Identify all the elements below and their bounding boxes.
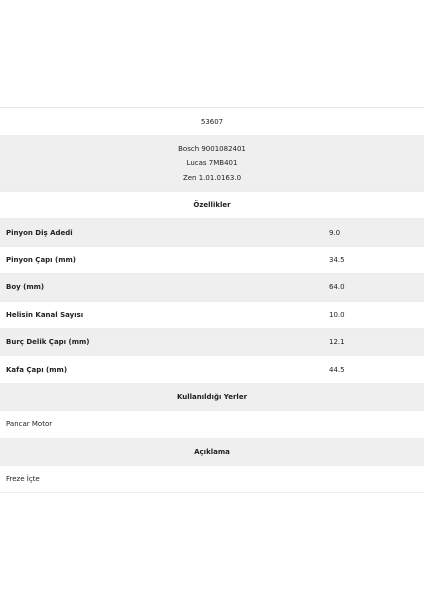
description-header-row <box>0 439 424 466</box>
spec-value: 9.0 <box>329 228 341 237</box>
usage-header-row <box>0 384 424 411</box>
cross-reference-row <box>0 136 424 192</box>
part-number: 53607 <box>200 117 224 126</box>
spec-value: 34.5 <box>329 255 345 264</box>
spec-label: Boy (mm) <box>6 283 45 292</box>
spec-value: 64.0 <box>329 283 345 292</box>
spec-row <box>0 219 424 246</box>
spec-label: Pinyon Çapı (mm) <box>6 255 76 264</box>
spec-row <box>0 356 424 383</box>
spec-row <box>0 274 424 301</box>
cross-ref-bosch: Bosch 9001082401 <box>178 144 246 153</box>
spec-label: Burç Delik Çapı (mm) <box>6 338 90 347</box>
spec-row <box>0 247 424 274</box>
spec-value: 10.0 <box>329 310 345 319</box>
product-spec-table <box>0 107 424 493</box>
description-value: Freze İçte <box>6 475 40 484</box>
part-number-row <box>0 108 424 136</box>
spec-row <box>0 302 424 329</box>
spec-label: Kafa Çapı (mm) <box>6 365 68 374</box>
usage-title: Kullanıldığı Yerler <box>176 392 248 401</box>
spec-label: Helisin Kanal Sayısı <box>6 310 84 319</box>
features-header-row <box>0 192 424 219</box>
spec-label: Pinyon Diş Adedi <box>6 228 73 237</box>
features-title: Özellikler <box>193 201 231 210</box>
cross-ref-lucas: Lucas 7MB401 <box>186 159 238 168</box>
spec-row <box>0 329 424 356</box>
spec-value: 12.1 <box>329 338 345 347</box>
description-title: Açıklama <box>194 447 230 456</box>
usage-value: Pancar Motor <box>6 420 53 429</box>
usage-row <box>0 411 424 438</box>
description-row <box>0 466 424 493</box>
cross-ref-zen: Zen 1.01.0163.0 <box>182 173 242 182</box>
spec-value: 44.5 <box>329 365 345 374</box>
